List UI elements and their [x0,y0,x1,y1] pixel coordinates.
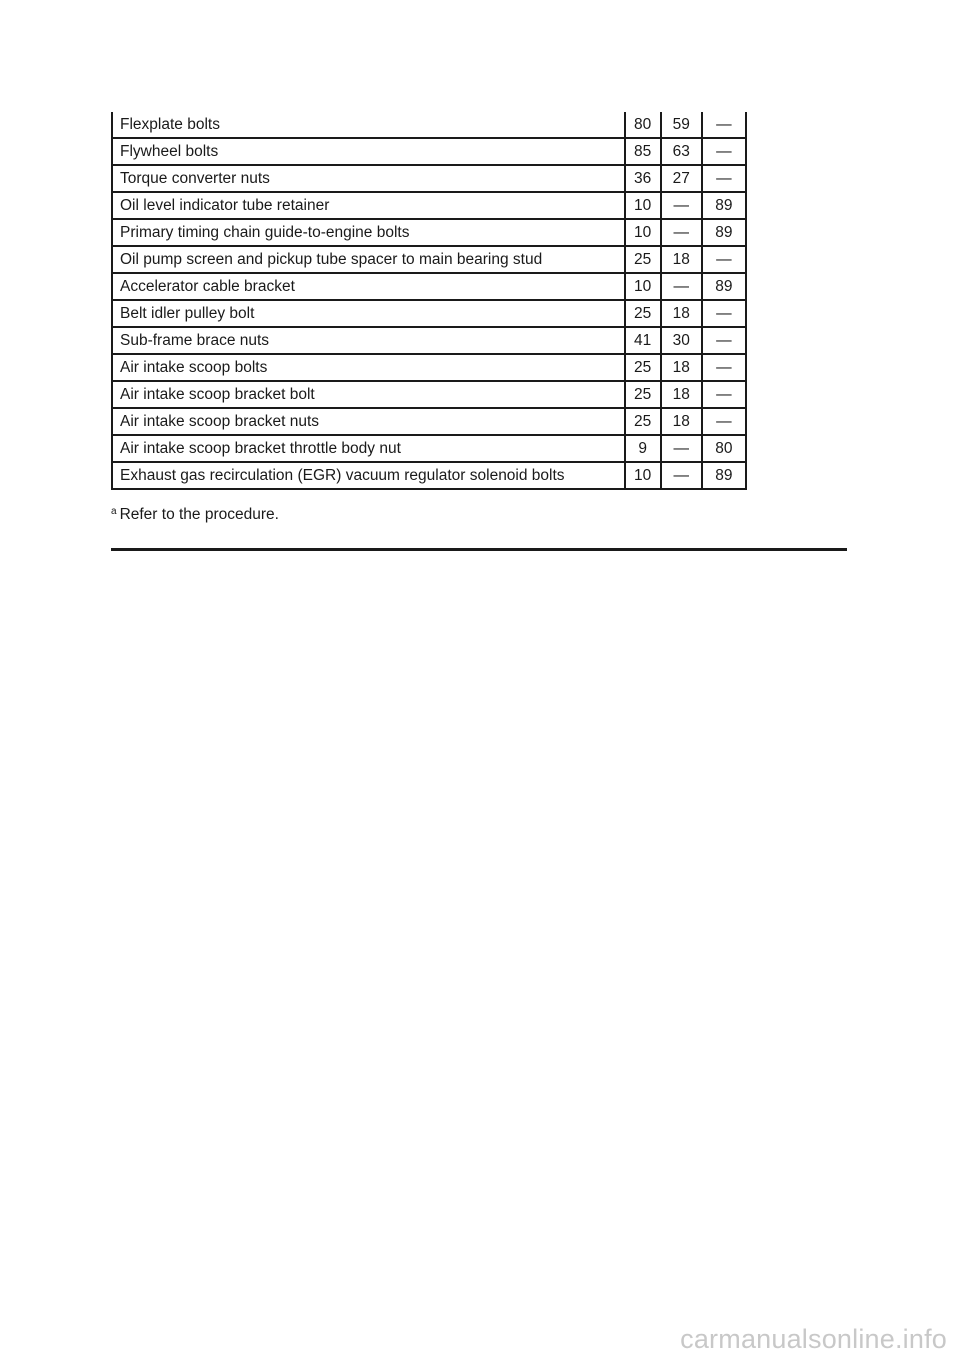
torque-lbin-cell: 89 [702,273,746,300]
torque-lbin-cell: — [702,112,746,138]
table-row [112,138,746,165]
table-row [112,327,746,354]
table-row [112,219,746,246]
spec-description-cell: Air intake scoop bracket throttle body nut [112,435,625,462]
torque-nm-cell: 10 [625,273,661,300]
watermark: carmanualsonline.info [680,1324,947,1354]
table-row [112,300,746,327]
torque-lbft-cell: 18 [661,408,702,435]
torque-nm-cell: 85 [625,138,661,165]
spec-description-cell: Air intake scoop bolts [112,354,625,381]
torque-nm-cell: 25 [625,354,661,381]
torque-lbft-cell: — [661,435,702,462]
torque-nm-cell: 25 [625,300,661,327]
torque-nm-cell: 25 [625,408,661,435]
spec-description-cell: Oil pump screen and pickup tube spacer to main bearing stud [112,246,625,273]
spec-description-cell: Exhaust gas recirculation (EGR) vacuum regulator solenoid bolts [112,462,625,489]
torque-lbin-cell: — [702,381,746,408]
spec-description-cell: Belt idler pulley bolt [112,300,625,327]
torque-lbft-cell: 18 [661,246,702,273]
torque-lbft-cell: 18 [661,354,702,381]
torque-nm-cell: 10 [625,219,661,246]
torque-nm-cell: 80 [625,112,661,138]
torque-lbin-cell: — [702,354,746,381]
torque-lbin-cell: 89 [702,462,746,489]
spec-description-cell: Flywheel bolts [112,138,625,165]
spec-description-cell: Oil level indicator tube retainer [112,192,625,219]
torque-nm-cell: 25 [625,246,661,273]
spec-description-cell: Accelerator cable bracket [112,273,625,300]
spec-description-cell: Primary timing chain guide-to-engine bolts [112,219,625,246]
torque-lbft-cell: — [661,462,702,489]
torque-nm-cell: 10 [625,192,661,219]
torque-nm-cell: 41 [625,327,661,354]
footnote-text: Refer to the procedure. [119,506,279,523]
torque-nm-cell: 9 [625,435,661,462]
footnote-marker: a [111,506,117,517]
torque-lbft-cell: — [661,273,702,300]
section-divider [111,548,847,551]
spec-description-cell: Air intake scoop bracket nuts [112,408,625,435]
spec-description-cell: Torque converter nuts [112,165,625,192]
torque-lbft-cell: — [661,219,702,246]
torque-nm-cell: 10 [625,462,661,489]
torque-spec-table-body [112,112,746,489]
table-row [112,112,746,138]
torque-lbin-cell: — [702,327,746,354]
table-row [112,192,746,219]
torque-lbft-cell: — [661,192,702,219]
torque-lbin-cell: 89 [702,192,746,219]
torque-lbft-cell: 30 [661,327,702,354]
table-row [112,246,746,273]
table-row [112,354,746,381]
table-row [112,435,746,462]
torque-nm-cell: 25 [625,381,661,408]
torque-lbin-cell: — [702,138,746,165]
table-row [112,462,746,489]
torque-lbin-cell: 80 [702,435,746,462]
torque-lbin-cell: — [702,246,746,273]
table-footnote [111,506,279,524]
spec-description-cell: Sub-frame brace nuts [112,327,625,354]
torque-lbft-cell: 18 [661,381,702,408]
table-row [112,273,746,300]
spec-description-cell: Flexplate bolts [112,112,625,138]
torque-lbin-cell: 89 [702,219,746,246]
table-row [112,408,746,435]
torque-lbin-cell: — [702,408,746,435]
torque-spec-table [111,112,747,490]
torque-lbin-cell: — [702,300,746,327]
table-row [112,381,746,408]
torque-nm-cell: 36 [625,165,661,192]
torque-lbft-cell: 63 [661,138,702,165]
torque-lbft-cell: 59 [661,112,702,138]
torque-lbin-cell: — [702,165,746,192]
torque-lbft-cell: 18 [661,300,702,327]
table-row [112,165,746,192]
torque-lbft-cell: 27 [661,165,702,192]
spec-description-cell: Air intake scoop bracket bolt [112,381,625,408]
